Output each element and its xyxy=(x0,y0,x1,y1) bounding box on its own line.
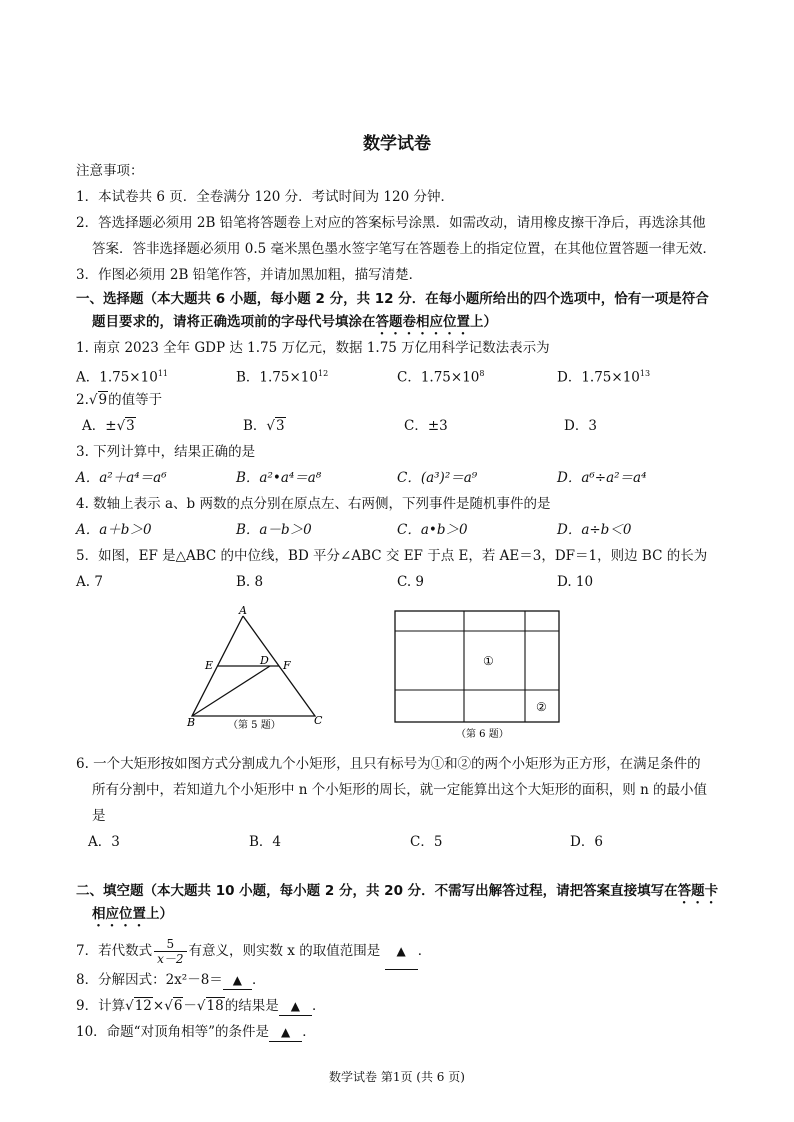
q2-stem: 2.√9的值等于 xyxy=(76,392,163,408)
q10-answer-blank[interactable]: ▲ xyxy=(269,1023,302,1042)
section1-heading: 一、选择题（本大题共 6 小题，每小题 2 分，共 12 分．在每小题所给出的四个选项中，恰有一项是符合 xyxy=(76,291,709,307)
notice-item-2-cont: 答案．答非选择题必须用 0.5 毫米黑色墨水签字笔写在答题卷上的指定位置，在其他位置答题一律无效． xyxy=(92,241,717,257)
q6-option-d: D．6 xyxy=(570,834,603,850)
q9: 9．计算√12×√6－√18的结果是 ▲ ． xyxy=(76,998,326,1014)
q3-option-b: B．a²•a⁴＝a⁸ xyxy=(236,470,322,486)
notice-item-1: 1．本试卷共 6 页．全卷满分 120 分．考试时间为 120 分钟． xyxy=(76,189,454,205)
q3-stem: 3. 下列计算中，结果正确的是 xyxy=(76,444,256,460)
q5-option-c: C. 9 xyxy=(397,574,425,590)
q1-stem: 1. 南京 2023 全年 GDP 达 1.75 万亿元，数据 1.75 万亿用科学记数法表示为 xyxy=(76,340,550,356)
notice-heading: 注意事项： xyxy=(76,163,144,179)
q1-option-a: A．$1.75\times 10^{11}$ xyxy=(76,369,168,386)
q5-option-a: A. 7 xyxy=(76,574,103,590)
q6-stem-line3: 是 xyxy=(92,808,106,824)
label-b: B xyxy=(187,716,196,729)
q5-option-b: B. 8 xyxy=(236,574,264,590)
q7-answer-blank[interactable]: ▲ xyxy=(385,933,418,970)
q6-stem-line2: 所有分割中，若知道九个小矩形中 n 个小矩形的周长，就一定能算出这个大矩形的面积，则 n 的最小值 xyxy=(92,782,708,798)
q4-stem: 4. 数轴上表示 a、b 两数的点分别在原点左、右两侧，下列事件是随机事件的是 xyxy=(76,496,551,512)
q6-option-c: C．5 xyxy=(410,834,443,850)
q2-option-c: C．±3 xyxy=(404,418,448,434)
q3-option-c: C．(a³)²＝a⁹ xyxy=(397,470,478,486)
section1-heading-cont: 题目要求的，请将正确选项前的字母代号填涂在答题卷相应位置上） xyxy=(92,314,497,330)
label-c: C xyxy=(314,714,323,727)
figure-5-triangle xyxy=(180,600,340,740)
q3-option-a: A．a²＋a⁴＝a⁶ xyxy=(76,470,167,486)
q8: 8．分解因式：2x²－8＝ ▲ ． xyxy=(76,972,266,988)
q9-answer-blank[interactable]: ▲ xyxy=(279,997,312,1016)
q6-option-a: A．3 xyxy=(88,834,120,850)
label-a: A xyxy=(239,604,247,617)
q1-option-c: C．$1.75\times 10^8$ xyxy=(397,369,485,386)
q4-option-d: D．a÷b＜0 xyxy=(557,522,632,538)
section2-heading-cont: 相应位置上） xyxy=(92,906,173,922)
q6-stem-line1: 6. 一个大矩形按如图方式分割成九个小矩形，且只有标号为①和②的两个小矩形为正方形，在满足条件的 xyxy=(76,756,701,772)
label-d: D xyxy=(260,654,269,667)
q10: 10．命题“对顶角相等”的条件是 ▲ ． xyxy=(76,1024,316,1040)
label-e: E xyxy=(205,659,214,672)
q4-option-a: A．a＋b＞0 xyxy=(76,522,152,538)
q2-option-b: B．√3 xyxy=(243,418,285,434)
page-title: 数学试卷 xyxy=(363,134,431,154)
big-rectangle xyxy=(395,611,559,722)
figure-6-rectangle xyxy=(390,606,565,744)
q8-answer-blank[interactable]: ▲ xyxy=(223,971,252,990)
q4-option-c: C．a•b＞0 xyxy=(397,522,468,538)
page-footer: 数学试卷 第1页 (共 6 页) xyxy=(329,1070,465,1084)
square-1-label: ① xyxy=(483,654,494,668)
q7: 7．若代数式 $\frac{5}{x-2}$ 有意义，则实数 x 的取值范围是 ▲ ． xyxy=(76,933,431,970)
segment-bd xyxy=(192,666,270,716)
q5-option-d: D. 10 xyxy=(557,574,594,590)
q5-stem: 5．如图，EF 是△ABC 的中位线，BD 平分∠ABC 交 EF 于点 E，若 AE＝3，DF＝1，则边 BC 的长为 xyxy=(76,548,708,564)
q3-option-d: D．a⁶÷a²＝a⁴ xyxy=(557,470,647,486)
figure-5-caption: （第 5 题） xyxy=(228,720,281,731)
section2-heading: 二、填空题（本大题共 10 小题，每小题 2 分，共 20 分．不需写出解答过程，请把答案直接填写在答题卡 xyxy=(76,883,719,899)
q7-fraction: $\frac{5}{x-2}$ xyxy=(154,937,186,966)
q1-option-b: B．$1.75\times 10^{12}$ xyxy=(236,369,329,386)
square-2-label: ② xyxy=(536,700,547,714)
notice-item-2: 2．答选择题必须用 2B 铅笔将答题卷上对应的答案标号涂黑．如需改动，请用橡皮擦干净后，再选涂其他 xyxy=(76,215,706,231)
q1-option-d: D．$1.75\times 10^{13}$ xyxy=(557,369,651,386)
q6-option-b: B．4 xyxy=(249,834,282,850)
q4-option-b: B．a－b＞0 xyxy=(236,522,312,538)
label-f: F xyxy=(283,659,291,672)
notice-item-3: 3．作图必须用 2B 铅笔作答，并请加黑加粗，描写清楚． xyxy=(76,267,423,283)
q2-option-a: A．±√3 xyxy=(82,418,135,434)
q2-option-d: D．3 xyxy=(564,418,597,434)
figure-6-caption: （第 6 题） xyxy=(456,729,509,740)
